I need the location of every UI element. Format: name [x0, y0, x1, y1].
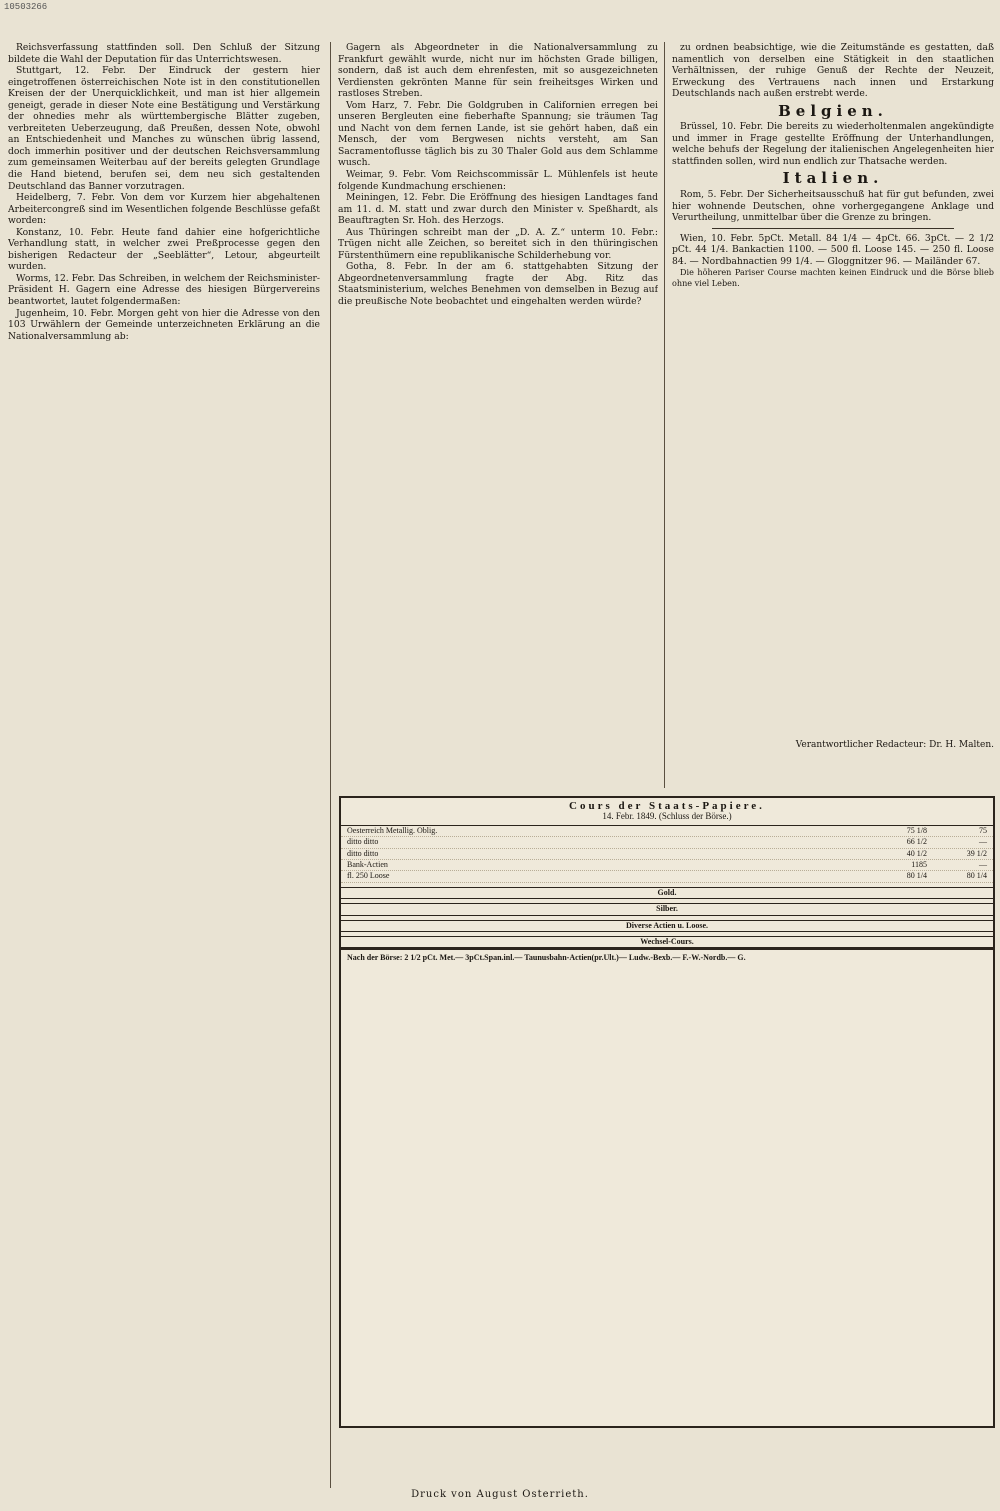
article-paragraph: Reichsverfassung stattfinden soll. Den Schluß der Sitzung bildete die Wahl der Deputation für das Unterrichtswesen.	[8, 42, 320, 65]
article-paragraph: Worms, 12. Febr. Das Schreiben, in welchem der Reichsminister-Präsident H. Gagern eine Adresse des hiesigen Bürgervereins beantwortet, lautet folgendermaßen:	[8, 272, 320, 308]
table-row: fl. 250 Loose 80 1/4 80 1/4	[341, 871, 993, 882]
article-paragraph: Vom Harz, 7. Febr. Die Goldgruben in Californien erregen bei unseren Bergleuten eine fieberhafte Spannung; sie träumen Tag und Nacht von dem fernen Lande, ist sie gehört haben, daß ein Mensch, der vom Bergwesen nichts versteht, am San Sacramentoflusse täglich bis zu 30 Thaler Gold aus dem Schlamme wusch.	[338, 99, 658, 169]
column-left	[8, 42, 320, 1488]
exchange-section: Silber.	[341, 903, 993, 915]
article-paragraph: Rom, 5. Febr. Der Sicherheitsausschuß hat für gut befunden, zwei hier wohnende Deutschen, ohne vorhergegangene Anklage und Verurtheilung, unmittelbar über die Grenze zu bringen.	[672, 189, 994, 224]
article-paragraph: Gotha, 8. Febr. In der am 6. stattgehabten Sitzung der Abgeordnetenversammlung fragte der Abg. Ritz das Staatsministerium, welches Benehmen von demselben in Bezug auf die preußische Note beobachtet und eingehalten werden würde?	[338, 261, 658, 308]
article-paragraph: Jugenheim, 10. Febr. Morgen geht von hier die Adresse von den 103 Urwählern der Gemeinde unterzeichneten Erklärung an die Nationalversammlung ab:	[8, 307, 320, 342]
column-right	[672, 42, 994, 767]
publisher-line: Verantwortlicher Redacteur: Dr. H. Malten.	[795, 740, 994, 750]
exchange-section: Gold.	[341, 887, 993, 899]
printer-imprint: Druck von August Osterrieth.	[411, 1489, 589, 1500]
exchange-footer: Nach der Börse: 2 1/2 pCt. Met.— 3pCt.Span.inl.— Taunusbahn-Actien(pr.Ult.)— Ludw.-Bexb.— F.-W.-Nordb.— G.	[341, 948, 993, 966]
table-row: Bank-Actien 1185 —	[341, 860, 993, 871]
table-row: ditto ditto 40 1/2 39 1/2	[341, 849, 993, 860]
article-paragraph: Wien, 10. Febr. 5pCt. Metall. 84 1/4 — 4pCt. 66. 3pCt. — 2 1/2 pCt. 44 1/4. Bankactien 1100. — 500 fl. Loose 145. — 250 fl. Loose 84. — Nordbahnactien 99 1/4. — Gloggnitzer 96. — Mailänder 67.	[672, 232, 994, 267]
exchange-section: Diverse Actien u. Loose.	[341, 920, 993, 932]
exchange-subtitle: 14. Febr. 1849. (Schluss der Börse.)	[602, 811, 732, 822]
article-paragraph: Aus Thüringen schreibt man der „D. A. Z.“ unterm 10. Febr.: Trügen nicht alle Zeichen, so bereitet sich in den thüringischen Fürstenthümern eine republikanische Schilderhebung vor.	[338, 226, 658, 261]
article-paragraph: Heidelberg, 7. Febr. Von dem vor Kurzem hier abgehaltenen Arbeitercongreß sind im Wesentlichen folgende Beschlüsse gefaßt worden:	[8, 192, 320, 227]
article-paragraph: Die höheren Pariser Course machten keinen Eindruck und die Börse blieb ohne viel Leben.	[672, 267, 994, 288]
exchange-board	[339, 796, 995, 1428]
article-paragraph: zu ordnen beabsichtige, wie die Zeitumstände es gestatten, daß namentlich von derselben eine Stätigkeit in den staatlichen Verhältnissen, der ruhige Genuß der Rechte der Neuzeit, Erweckung des Vertrauens nach innen und Erstarkung Deutschlands nach außen erstrebt werde.	[672, 42, 994, 100]
exchange-title-text: Cours der Staats-Papiere.	[569, 800, 765, 812]
divider	[712, 228, 954, 229]
exchange-title	[341, 798, 993, 826]
column-middle	[338, 42, 658, 830]
exchange-wechsel-title: Wechsel-Cours.	[341, 936, 993, 948]
article-paragraph: Konstanz, 10. Febr. Heute fand dahier eine hofgerichtliche Verhandlung statt, in welcher zwei Preßprocesse gegen den bisherigen Redacteur der „Seeblätter“, Letour, abgeurteilt wurden.	[8, 226, 320, 273]
article-paragraph: Weimar, 9. Febr. Vom Reichscommissär L. Mühlenfels ist heute folgende Kundmachung erschienen:	[338, 169, 658, 192]
article-paragraph: Meiningen, 12. Febr. Die Eröffnung des hiesigen Landtages fand am 11. d. M. statt und zwar durch den Minister v. Speßhardt, als Beauftragten Sr. Hoh. des Herzogs.	[338, 192, 658, 227]
section-heading: Belgien.	[778, 101, 888, 120]
article-paragraph: Brüssel, 10. Febr. Die bereits zu wiederholtenmalen angekündigte und immer in Frage gestellte Eröffnung der Unterhandlungen, welche behufs der Regelung der italienischen Angelegenheiten hier stattfinden sollen, wird nun endlich zur Thatsache werden.	[672, 121, 994, 167]
column-divider	[330, 42, 331, 1488]
article-paragraph: Gagern als Abgeordneter in die Nationalversammlung zu Frankfurt gewählt wurde, nicht nur im höchsten Grade billigen, sondern, daß ist auch dem ehrenfesten, mit so ausgezeichneten Verdiensten gekrönten Manne für sein freiheitsges Wirken und rastloses Streben.	[338, 42, 658, 100]
article-paragraph: Stuttgart, 12. Febr. Der Eindruck der gestern hier eingetroffenen österreichischen Note ist in den constitutionellen Kreisen der der Unerquicklichkeit, und man ist hier allgemein geneigt, gerade in dieser Note eine Bestätigung und Verstärkung der ohnedies mehr als württembergische Blätter zugeben, verbreiteten Ueberzeugung, daß Preußen, dessen Note, obwohl an Entschiedenheit und Manches zu wünschen übrig lassend, doch immerhin positiver und der deutschen Reichsversammlung zum gemeinsamen Weiterbau auf der bereits gelegten Grundlage die Hand bietend, berufen sei, dem neu sich gestaltenden Deutschland das Banner vorzutragen.	[8, 65, 320, 192]
table-row: Oesterreich Metallig. Oblig. 75 1/8 75	[341, 826, 993, 837]
table-row: ditto ditto 66 1/2 —	[341, 837, 993, 848]
section-heading: Italien.	[782, 169, 884, 188]
page-id: 10503266	[4, 2, 48, 12]
column-divider	[664, 42, 665, 788]
